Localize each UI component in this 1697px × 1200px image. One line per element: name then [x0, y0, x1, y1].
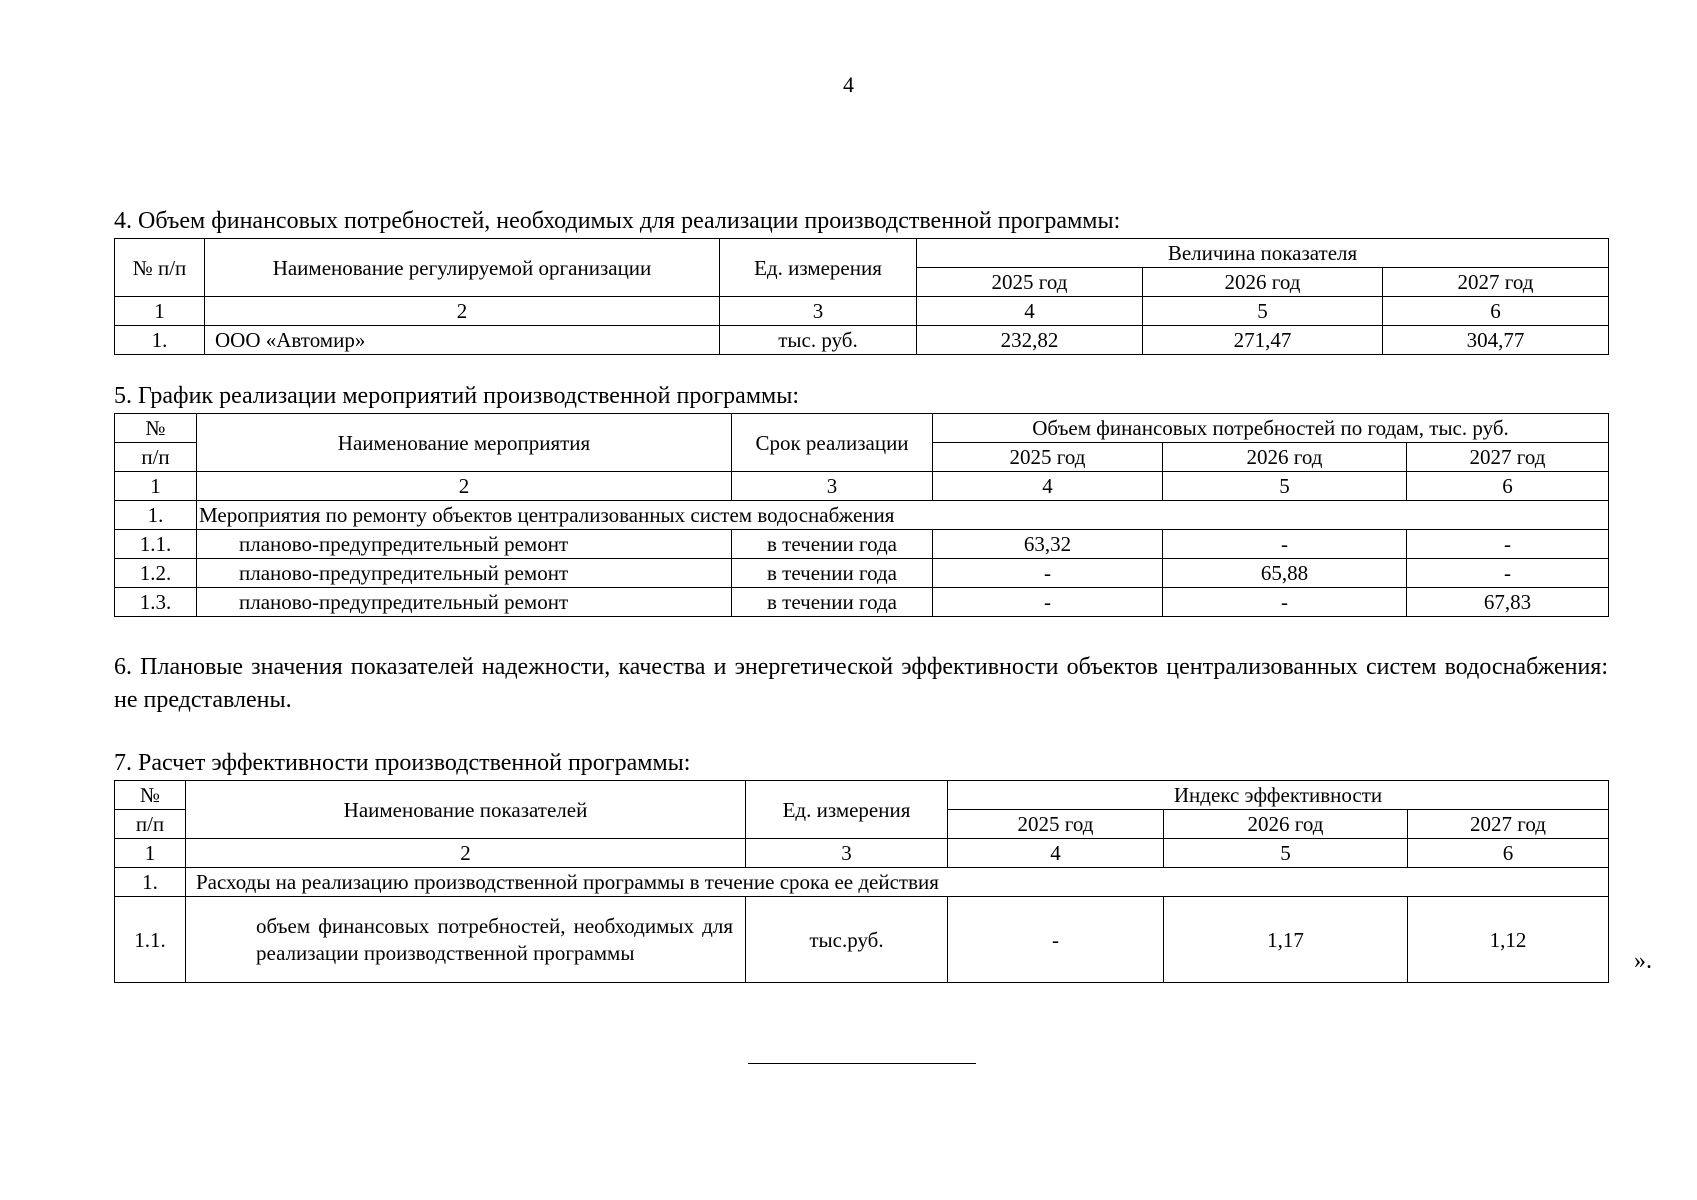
- value-2025: 63,32: [933, 530, 1163, 559]
- table-row: [115, 588, 1609, 617]
- header-year-2025: 2025 год: [948, 810, 1164, 839]
- column-index: 1: [115, 839, 186, 868]
- column-index: 1: [115, 297, 205, 326]
- value-2027: 304,77: [1383, 326, 1609, 355]
- row-num: 1.1.: [115, 897, 186, 983]
- indicator-name: объем финансовых потребностей, необходимых для реализации производственной программы: [186, 897, 746, 983]
- header-year-2027: 2027 год: [1407, 443, 1609, 472]
- header-financial-volume: Объем финансовых потребностей по годам, тыс. руб.: [933, 414, 1609, 443]
- value-2025: -: [948, 897, 1164, 983]
- header-indicator-value: Величина показателя: [917, 239, 1609, 268]
- column-index: 6: [1407, 472, 1609, 501]
- section-7-title: 7. Расчет эффективности производственной программы:: [114, 750, 691, 776]
- column-index: 3: [720, 297, 917, 326]
- header-year-2025: 2025 год: [917, 268, 1143, 297]
- header-num: № п/п: [115, 239, 205, 297]
- group-row: [115, 501, 1609, 530]
- header-efficiency-index: Индекс эффективности: [948, 781, 1609, 810]
- column-index: 5: [1163, 472, 1407, 501]
- header-activity-name: Наименование мероприятия: [197, 414, 732, 472]
- value-2026: 271,47: [1143, 326, 1383, 355]
- table-row: [115, 326, 1609, 355]
- column-index-row: [115, 839, 1609, 868]
- column-index: 2: [197, 472, 732, 501]
- value-2027: 67,83: [1407, 588, 1609, 617]
- column-index: 4: [933, 472, 1163, 501]
- unit: тыс.руб.: [746, 897, 948, 983]
- value-2027: -: [1407, 559, 1609, 588]
- column-index: 4: [948, 839, 1164, 868]
- section-4-title: 4. Объем финансовых потребностей, необходимых для реализации производственной программы:: [114, 208, 1121, 234]
- row-num: 1.2.: [115, 559, 197, 588]
- table-row: [115, 559, 1609, 588]
- table-row: [115, 530, 1609, 559]
- row-num: 1.1.: [115, 530, 197, 559]
- value-2027: -: [1407, 530, 1609, 559]
- column-index: 6: [1408, 839, 1609, 868]
- closing-quote: ».: [1634, 948, 1652, 974]
- financial-needs-table: [114, 238, 1609, 355]
- header-year-2027: 2027 год: [1408, 810, 1609, 839]
- header-num: №: [115, 414, 197, 443]
- header-indicator-name: Наименование показателей: [186, 781, 746, 839]
- column-index-row: [115, 297, 1609, 326]
- section-5-title: 5. График реализации мероприятий производственной программы:: [114, 383, 799, 409]
- activity-name: планово-предупредительный ремонт: [197, 559, 732, 588]
- header-year-2026: 2026 год: [1164, 810, 1408, 839]
- header-num-sub: п/п: [115, 810, 186, 839]
- header-year-2027: 2027 год: [1383, 268, 1609, 297]
- row-num: 1.: [115, 868, 186, 897]
- header-unit: Ед. измерения: [746, 781, 948, 839]
- activity-name: планово-предупредительный ремонт: [197, 530, 732, 559]
- term: в течении года: [732, 588, 933, 617]
- table-row: [115, 897, 1609, 983]
- efficiency-calculation-table: [114, 780, 1609, 983]
- page-number: 4: [843, 72, 854, 97]
- header-org-name: Наименование регулируемой организации: [205, 239, 720, 297]
- group-name: Мероприятия по ремонту объектов централизованных систем водоснабжения: [197, 501, 1609, 530]
- activities-schedule-table: [114, 413, 1609, 617]
- section-6-text: 6. Плановые значения показателей надежности, качества и энергетической эффективности объектов централизованных систем водоснабжения: не представлены.: [114, 654, 1608, 713]
- header-term: Срок реализации: [732, 414, 933, 472]
- column-index: 5: [1143, 297, 1383, 326]
- value-2025: -: [933, 559, 1163, 588]
- column-index: 2: [186, 839, 746, 868]
- column-index: 4: [917, 297, 1143, 326]
- value-2027: 1,12: [1408, 897, 1609, 983]
- column-index: 3: [732, 472, 933, 501]
- column-index: 3: [746, 839, 948, 868]
- value-2026: -: [1163, 530, 1407, 559]
- row-num: 1.: [115, 501, 197, 530]
- header-year-2026: 2026 год: [1163, 443, 1407, 472]
- value-2025: -: [933, 588, 1163, 617]
- value-2026: 65,88: [1163, 559, 1407, 588]
- row-num: 1.3.: [115, 588, 197, 617]
- term: в течении года: [732, 530, 933, 559]
- term: в течении года: [732, 559, 933, 588]
- value-2026: -: [1163, 588, 1407, 617]
- header-year-2026: 2026 год: [1143, 268, 1383, 297]
- row-num: 1.: [115, 326, 205, 355]
- activity-name: планово-предупредительный ремонт: [197, 588, 732, 617]
- header-year-2025: 2025 год: [933, 443, 1163, 472]
- org-name: ООО «Автомир»: [205, 326, 720, 355]
- group-name: Расходы на реализацию производственной программы в течение срока ее действия: [186, 868, 1609, 897]
- footer-rule: [748, 1063, 976, 1064]
- column-index: 6: [1383, 297, 1609, 326]
- header-num: №: [115, 781, 186, 810]
- column-index: 5: [1164, 839, 1408, 868]
- group-row: [115, 868, 1609, 897]
- header-num-sub: п/п: [115, 443, 197, 472]
- column-index: 1: [115, 472, 197, 501]
- unit: тыс. руб.: [720, 326, 917, 355]
- column-index: 2: [205, 297, 720, 326]
- value-2025: 232,82: [917, 326, 1143, 355]
- value-2026: 1,17: [1164, 897, 1408, 983]
- column-index-row: [115, 472, 1609, 501]
- header-unit: Ед. измерения: [720, 239, 917, 297]
